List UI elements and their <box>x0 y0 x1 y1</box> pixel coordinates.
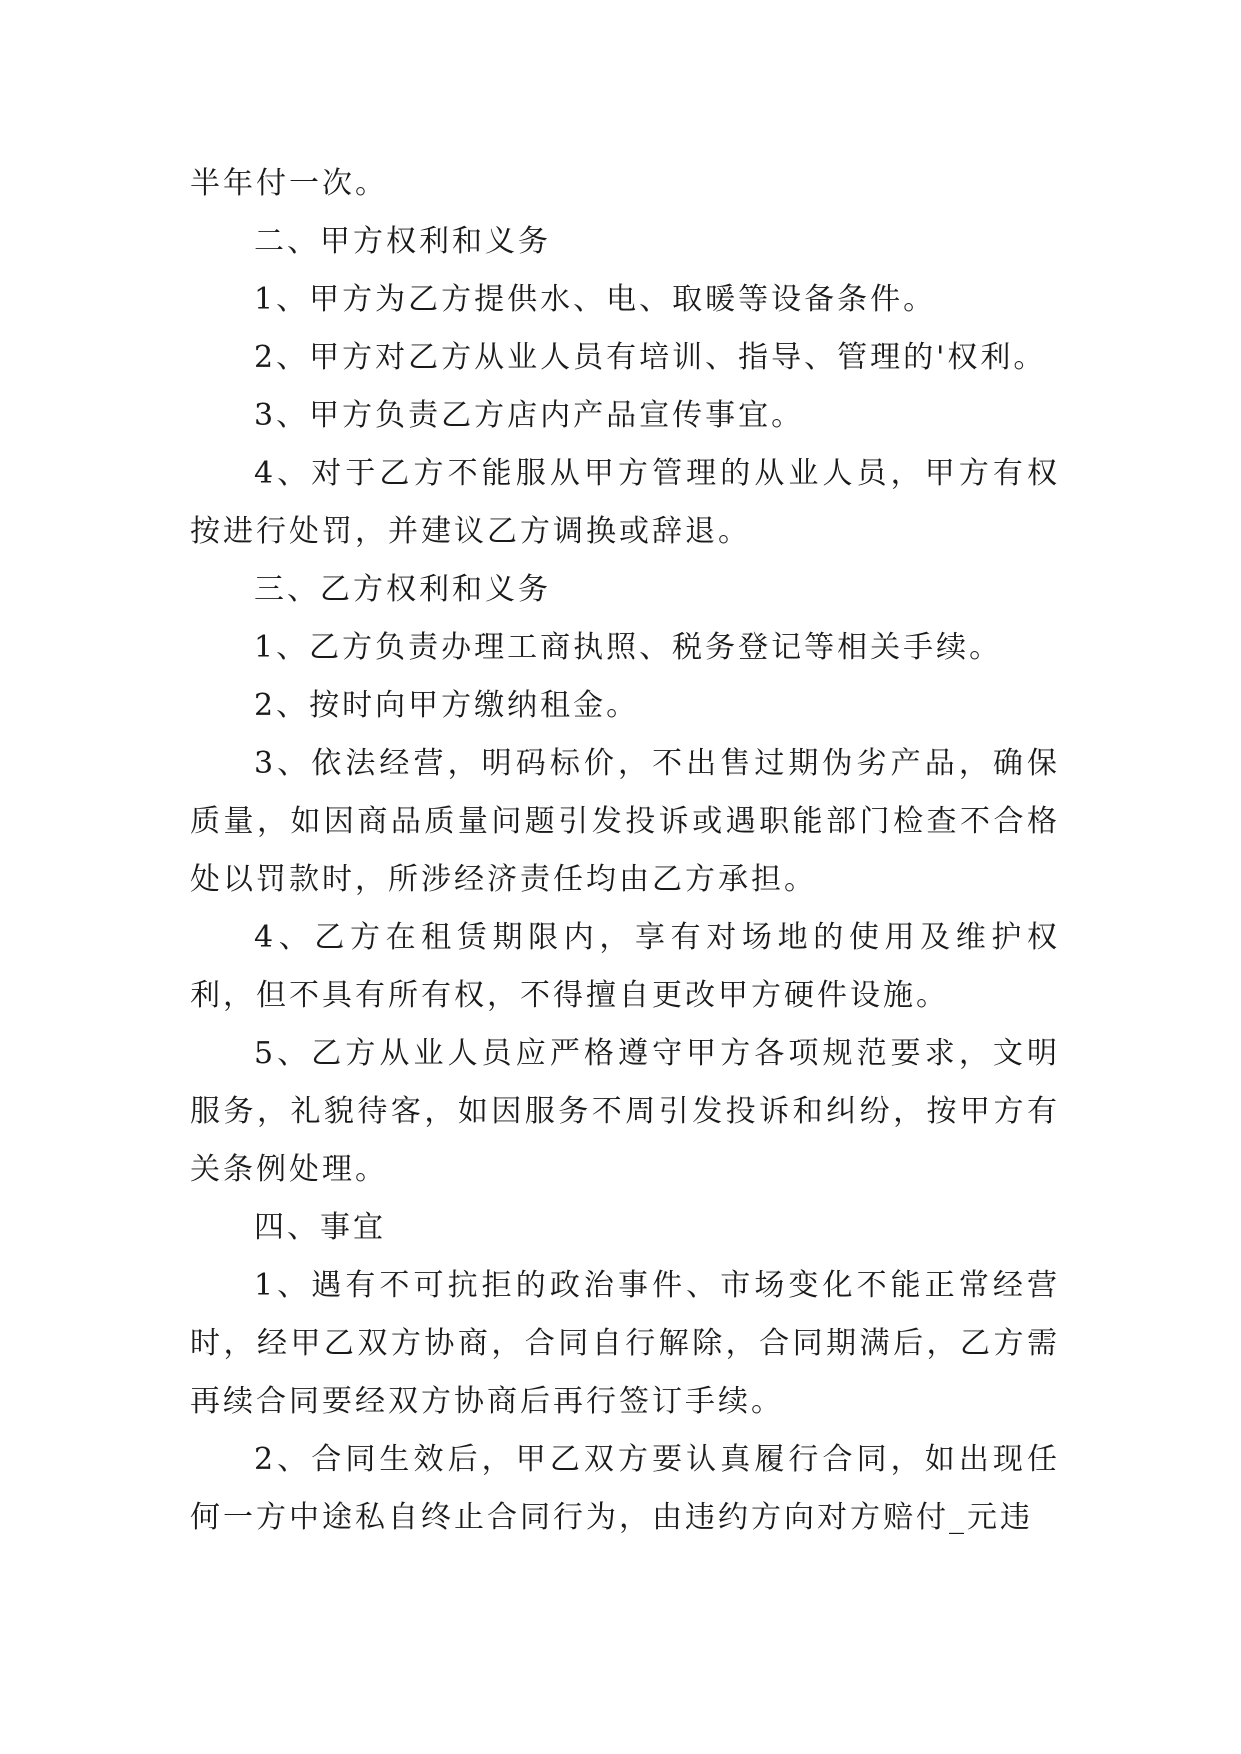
paragraph: 2、按时向甲方缴纳租金。 <box>254 688 640 723</box>
paragraph: 1、甲方为乙方提供水、电、取暖等设备条件。 <box>254 282 937 317</box>
paragraph: 4、乙方在租赁期限内，享有对场地的使用及维护权利，但不具有所有权，不得擅自更改甲方硬件设施。 <box>190 920 1060 1013</box>
section-heading: 四、事宜 <box>254 1210 386 1245</box>
document-body <box>190 155 1060 1547</box>
section-heading: 三、乙方权利和义务 <box>254 572 551 607</box>
paragraph: 5、乙方从业人员应严格遵守甲方各项规范要求，文明服务，礼貌待客，如因服务不周引发投诉和纠纷，按甲方有关条例处理。 <box>190 1036 1060 1187</box>
paragraph: 3、依法经营，明码标价，不出售过期伪劣产品，确保质量，如因商品质量问题引发投诉或遇职能部门检查不合格处以罚款时，所涉经济责任均由乙方承担。 <box>190 746 1060 897</box>
paragraph: 半年付一次。 <box>190 166 388 201</box>
paragraph: 2、合同生效后，甲乙双方要认真履行合同，如出现任何一方中途私自终止合同行为，由违约方向对方赔付_元违 <box>190 1442 1060 1535</box>
paragraph: 4、对于乙方不能服从甲方管理的从业人员，甲方有权按进行处罚，并建议乙方调换或辞退。 <box>190 456 1060 549</box>
paragraph: 2、甲方对乙方从业人员有培训、指导、管理的'权利。 <box>254 340 1047 375</box>
section-heading: 二、甲方权利和义务 <box>254 224 551 259</box>
paragraph: 1、乙方负责办理工商执照、税务登记等相关手续。 <box>254 630 1003 665</box>
paragraph: 3、甲方负责乙方店内产品宣传事宜。 <box>254 398 805 433</box>
paragraph: 1、遇有不可抗拒的政治事件、市场变化不能正常经营时，经甲乙双方协商，合同自行解除，合同期满后，乙方需再续合同要经双方协商后再行签订手续。 <box>190 1268 1060 1419</box>
